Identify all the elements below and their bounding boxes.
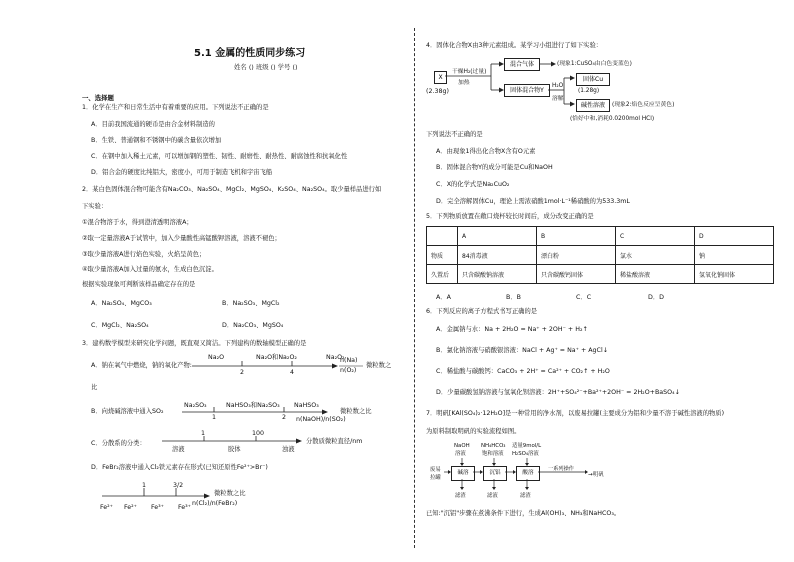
q3-d-label-2: Fe²⁺ bbox=[124, 504, 137, 511]
table-cell: D bbox=[695, 227, 774, 246]
q4-gas-note: (现象1:CuSO₄由白色变蓝色) bbox=[557, 61, 632, 67]
q4-option-d: D．完全溶解固体Cu，理论上需浓硝酸1mol·L⁻¹稀硝酸的为533.3mL bbox=[436, 198, 630, 205]
q3-a-tail: 微粒数之 bbox=[366, 362, 392, 369]
table-cell: A bbox=[458, 227, 537, 246]
q3-d-ratio: n(Cl₂)/n(FeBr₂) bbox=[192, 500, 238, 507]
table-cell: 氯水 bbox=[616, 246, 695, 265]
q1-option-d: D．铝合金的硬度比纯铝大，密度小，可用于制造飞机和宇宙飞船 bbox=[91, 169, 273, 176]
table-cell: 久置后 bbox=[427, 265, 458, 284]
q7-reagent-1b: 溶液 bbox=[455, 451, 466, 457]
q3-option-a: A．钠在氧气中燃烧，钠的氧化产物: bbox=[91, 362, 192, 369]
q3-a-tick-2: 4 bbox=[290, 369, 295, 376]
q4-arrow1-top: 干燥H₂(过量) bbox=[452, 69, 487, 75]
q4-flow-arrows-1 bbox=[445, 58, 505, 104]
q6-stem: 6．下列反应的离子方程式书写正确的是 bbox=[426, 308, 538, 315]
q7-alkali-dissolve-box: 碱溶 bbox=[451, 466, 475, 481]
q3-stem: 3．建构数学模型来研究化学问题，既直观又简洁。下列建构的数轴模型正确的是 bbox=[82, 340, 307, 347]
table-cell: C bbox=[616, 227, 695, 246]
q3-d-tick-2: 3/2 bbox=[173, 482, 184, 489]
q7-output-1: 滤渣 bbox=[455, 493, 466, 499]
q3-c-tail: 分散质微粒直径/nm bbox=[306, 438, 363, 445]
q4-option-a: A．由现象1得出化合物X含有O元素 bbox=[436, 148, 536, 155]
table-cell: 氢氧化钠固体 bbox=[695, 265, 774, 284]
q3-a-tick-1: 2 bbox=[240, 369, 245, 376]
q3-d-label-4: Fe³⁺ bbox=[178, 504, 191, 511]
q3-d-label-3: Fe³⁺ bbox=[151, 504, 164, 511]
q3-option-b: B．向烧碱溶液中通入SO₂ bbox=[91, 408, 164, 415]
q3-b-tick-2: 2 bbox=[282, 414, 287, 421]
q4-copper-mass: (1.28g) bbox=[578, 88, 600, 94]
q1-option-a: A．目前我国流通的硬币是由合金材料制造的 bbox=[91, 121, 215, 128]
q3-a-tail-2: 比 bbox=[91, 384, 98, 391]
table-cell: 只含碳酸钙固体 bbox=[537, 265, 616, 284]
q5-table bbox=[426, 226, 774, 284]
q4-flow-arrows-2 bbox=[548, 72, 576, 112]
q3-a-ratio-num: n(Na) bbox=[340, 357, 358, 364]
q3-c-label-3: 浊液 bbox=[282, 446, 295, 453]
q6-option-b: B．氯化钠溶液与硝酸银溶液：NaCl + Ag⁺ = Na⁺ + AgCl↓ bbox=[436, 347, 608, 354]
q3-c-label-2: 胶体 bbox=[228, 446, 241, 453]
table-cell: 物质 bbox=[427, 246, 458, 265]
q5-option-b: B．B bbox=[506, 294, 521, 301]
q4-arrow2-top: H₂O bbox=[552, 83, 564, 89]
q4-x-mass: (2.38g) bbox=[426, 88, 449, 95]
q7-stem-cont: 为原料制取明矾的实验流程如图。 bbox=[426, 428, 521, 435]
q4-question: 下列说法不正确的是 bbox=[426, 131, 483, 138]
q7-flow-arrows bbox=[440, 452, 640, 500]
q2-stem: 2．某白色固体混合物可能含有Na₂CO₃、Na₂SO₄、MgCl₂、MgSO₄、K₂SO₄、Na₂SO₄。取少量样品进行如 bbox=[82, 186, 382, 193]
q7-reagent-3: 适量9mol/L bbox=[512, 443, 542, 449]
q3-option-c: C．分散系的分类： bbox=[91, 440, 146, 447]
q3-d-tick-1: 1 bbox=[142, 482, 147, 489]
q2-option-c: C．MgCl₂、Na₂SO₄ bbox=[91, 322, 149, 329]
q3-d-label-1: Fe²⁺ bbox=[100, 504, 113, 511]
page-title: 5.1 金属的性质同步练习 bbox=[194, 48, 306, 59]
q7-product: →明矾 bbox=[588, 472, 604, 478]
table-row bbox=[427, 265, 774, 284]
q7-reagent-2b: 饱和溶液 bbox=[482, 451, 504, 457]
q7-output-3: 滤渣 bbox=[520, 493, 531, 499]
q3-c-tick-1: 1 bbox=[201, 430, 206, 437]
q3-a-label-2: Na₂O和Na₂O₂ bbox=[256, 354, 297, 361]
q6-option-d: D．少量碳酸氢钠溶液与氢氧化钡溶液：2H⁺+SO₄²⁻+Ba²⁺+2OH⁻ = 2H₂O+BaSO₄↓ bbox=[436, 389, 680, 396]
q3-a-label-1: Na₂O bbox=[208, 354, 225, 361]
q2-option-a: A．Na₂SO₄、MgCO₃ bbox=[91, 300, 152, 307]
q2-step-1: ①混合物溶于水，得到澄清透明溶液A； bbox=[82, 219, 193, 226]
q1-option-b: B．生铁、普通钢和不锈钢中的碳含量依次增加 bbox=[91, 137, 222, 144]
q6-option-a: A．金属钠与水：Na + 2H₂O = Na⁺ + 2OH⁻ + H₂↑ bbox=[436, 326, 588, 333]
q4-arrow2-bottom: 溶解 bbox=[552, 96, 564, 102]
q1-stem: 1．化学在生产和日常生活中有着重要的应用。下列说法不正确的是 bbox=[82, 104, 269, 111]
q7-precipitate-box: 沉铝 bbox=[483, 466, 507, 481]
q4-mixed-gas-box: 混合气体 bbox=[504, 58, 540, 71]
q4-option-c: C．X的化学式是Na₂CuO₂ bbox=[436, 181, 510, 188]
table-row bbox=[427, 246, 774, 265]
table-cell bbox=[427, 227, 458, 246]
q4-stem: 4．固体化合物X由3种元素组成。某学习小组进行了如下实验： bbox=[426, 42, 603, 49]
q7-start-2: 拉罐 bbox=[430, 475, 441, 481]
q3-b-ratio: n(NaOH)/n(SO₂) bbox=[296, 416, 346, 423]
q7-reagent-1: NaOH bbox=[454, 443, 470, 449]
q2-stem-cont: 下实验： bbox=[82, 203, 108, 210]
q4-copper-box: 固体Cu bbox=[576, 73, 610, 86]
q5-stem: 5．下列物质放置在敞口烧杯较长时间后，成分改变正确的是 bbox=[426, 213, 594, 220]
q5-option-d: D．D bbox=[648, 294, 664, 301]
student-info-line: 姓名 () 班级 () 学号 () bbox=[234, 63, 298, 71]
table-row bbox=[427, 227, 774, 246]
q7-reagent-2: NH₄HCO₃ bbox=[481, 443, 506, 449]
column-divider bbox=[414, 28, 415, 548]
q3-b-label-3: NaHSO₃ bbox=[294, 402, 319, 409]
q7-stem: 7．明矾[KAl(SO₄)₂·12H₂O]是一种常用的净水剂，以废易拉罐(主要成分为铝和少量不溶于碱性溶液的物质) bbox=[426, 410, 725, 417]
q7-start: 废易 bbox=[430, 467, 441, 473]
q3-a-ratio-den: n(O₂) bbox=[340, 367, 357, 374]
q2-option-d: D．Na₂CO₃、MgSO₄ bbox=[222, 322, 284, 329]
q3-option-d: D．FeBr₂溶液中通入Cl₂铁元素存在形式(已知还原性Fe²⁺>Br⁻) bbox=[91, 464, 268, 471]
q5-option-a: A．A bbox=[436, 294, 451, 301]
q7-acid-dissolve-box: 酸溶 bbox=[516, 466, 540, 481]
q6-option-c: C．稀盐酸与碳酸钙：CaCO₃ + 2H⁺ = Ca²⁺ + CO₂↑ + H₂O bbox=[436, 368, 610, 375]
q7-known-info: 已知:"沉铝"步骤在煮沸条件下进行，生成Al(OH)₃、NH₃和NaHCO₃。 bbox=[426, 510, 621, 517]
table-cell: 84消毒液 bbox=[458, 246, 537, 265]
q4-x-box: X bbox=[434, 71, 447, 84]
q1-option-c: C．在钢中加入稀土元素，可以增加钢的塑性、韧性、耐磨性、耐热性、耐腐蚀性和抗氧化性 bbox=[91, 153, 348, 160]
q2-step-4: ④取少量溶液A加入过量的氨水，生成白色沉淀。 bbox=[82, 266, 218, 273]
q7-reagent-3b: H₂SO₄溶液 bbox=[512, 451, 539, 457]
q4-alkaline-note-2: (恰好中和,消耗0.0200mol HCl) bbox=[570, 116, 655, 122]
q3-b-tail: 微粒数之比 bbox=[340, 408, 372, 415]
table-cell: 钠 bbox=[695, 246, 774, 265]
q2-step-2: ②取一定量溶液A于试管中，加入少量酸性高锰酸钾溶液，溶液不褪色； bbox=[82, 235, 281, 242]
q4-gas-arrow bbox=[538, 58, 558, 70]
q3-d-tail: 微粒数之比 bbox=[214, 490, 246, 497]
q3-b-tick-1: 1 bbox=[212, 414, 217, 421]
table-cell: 稀盐酸溶液 bbox=[616, 265, 695, 284]
q2-option-b: B．Na₂SO₃、MgCl₂ bbox=[222, 300, 280, 307]
q3-b-label-1: Na₂SO₃ bbox=[184, 402, 207, 409]
section-heading: 一、选择题 bbox=[82, 94, 114, 102]
q4-alkaline-note: (现象2:焰色反应呈黄色) bbox=[612, 102, 675, 108]
q7-series-ops: 一系列操作 bbox=[548, 466, 574, 472]
q4-solid-mixture-box: 固体混合物Y bbox=[504, 84, 550, 97]
q3-c-label-1: 溶液 bbox=[172, 446, 185, 453]
q4-option-b: B．固体混合物Y的成分可能是Cu和NaOH bbox=[436, 164, 553, 171]
q2-question: 根据实验现象可判断该样品确定存在的是 bbox=[82, 281, 196, 288]
q4-arrow1-bottom: 加热 bbox=[458, 80, 470, 86]
q3-a-label-3: Na₂O₂ bbox=[326, 354, 345, 361]
q3-b-label-2: NaHSO₃和Na₂SO₃ bbox=[226, 402, 280, 409]
q5-option-c: C．C bbox=[576, 294, 592, 301]
q3-c-tick-2: 100 bbox=[252, 430, 265, 437]
table-cell: 只含碳酸钠溶液 bbox=[458, 265, 537, 284]
q2-step-3: ③取少量溶液A进行焰色实验，火焰呈黄色； bbox=[82, 251, 206, 258]
table-cell: B bbox=[537, 227, 616, 246]
table-cell: 漂白粉 bbox=[537, 246, 616, 265]
q4-alkaline-box: 碱性溶液 bbox=[576, 99, 610, 112]
q7-output-2: 滤液 bbox=[487, 493, 498, 499]
